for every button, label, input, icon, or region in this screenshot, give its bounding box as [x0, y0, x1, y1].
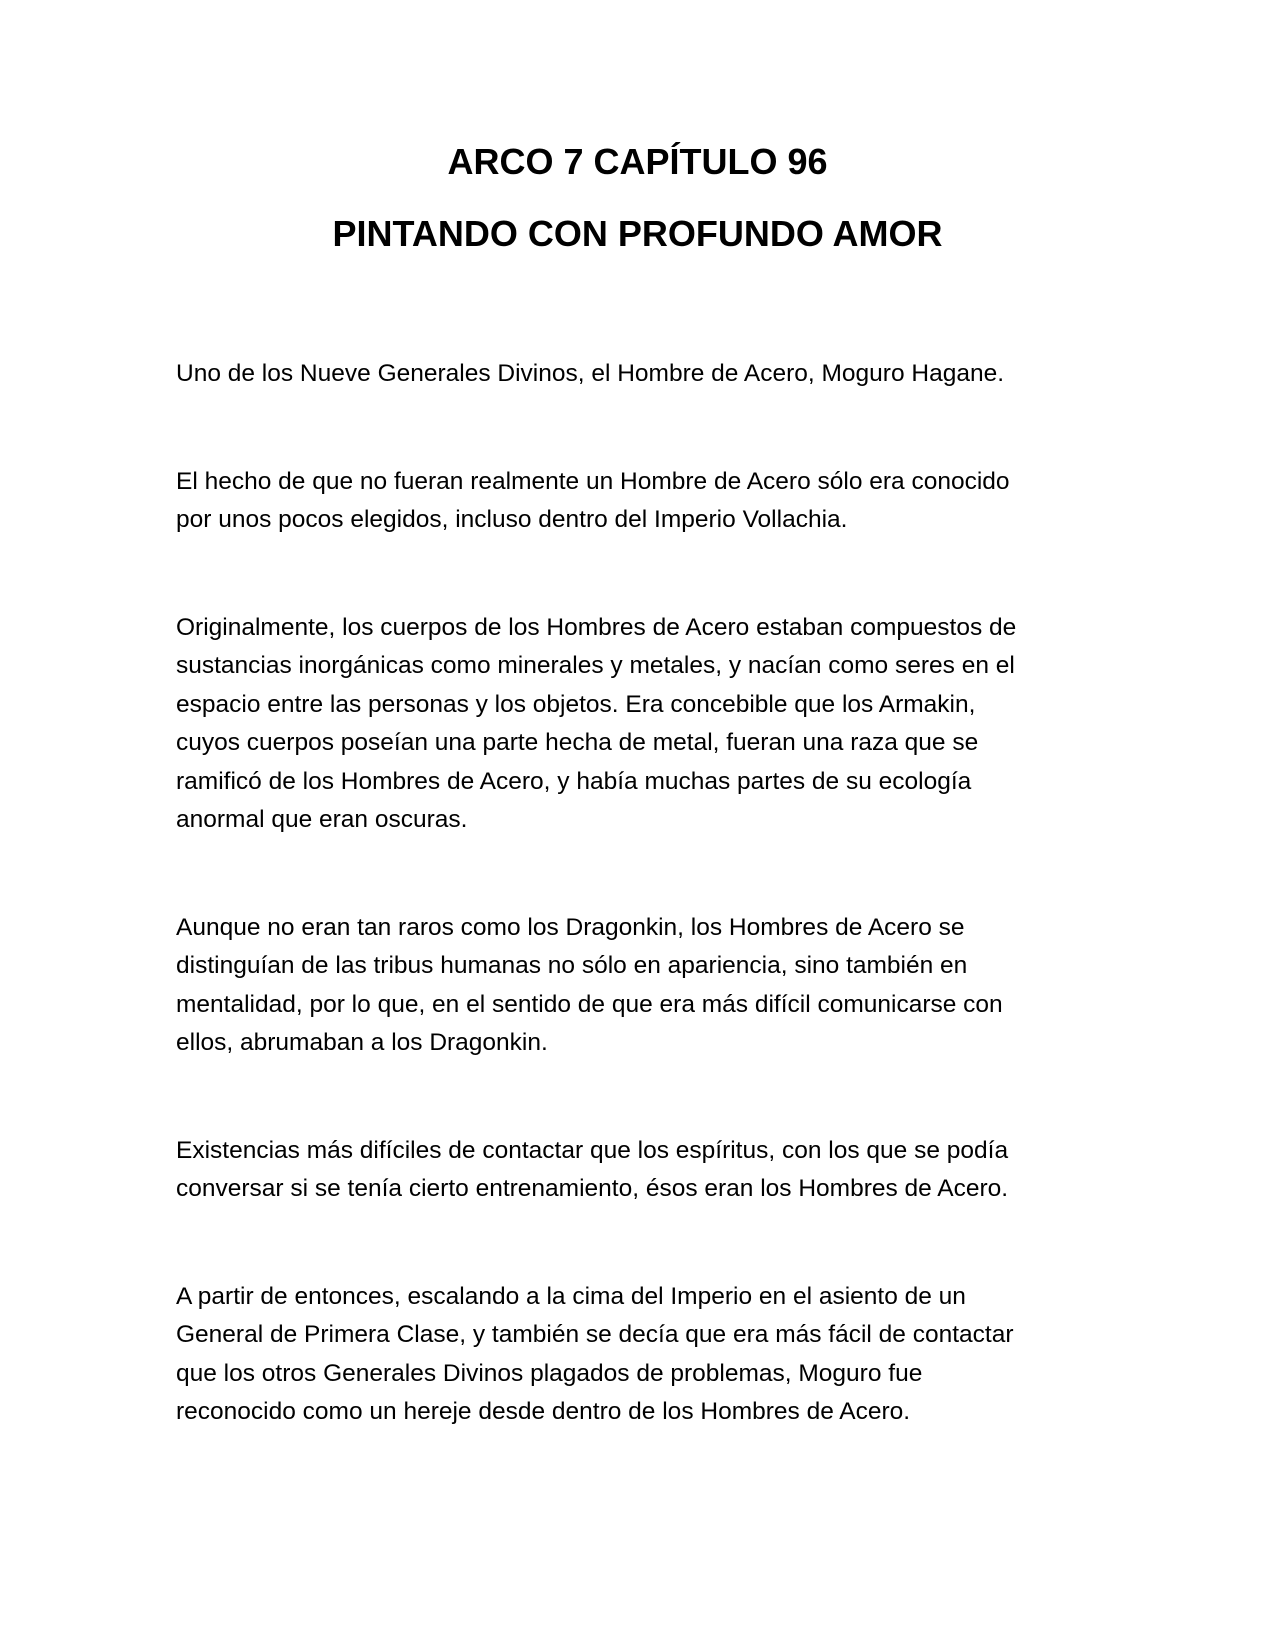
- chapter-title: [0, 140, 1275, 256]
- paragraph-6: [176, 1278, 1096, 1432]
- paragraph-line: que los otros Generales Divinos plagados de problemas, Moguro fue: [176, 1359, 923, 1387]
- chapter-name-heading: PINTANDO CON PROFUNDO AMOR: [332, 213, 943, 254]
- paragraph-line: conversar si se tenía cierto entrenamiento, ésos eran los Hombres de Acero.: [176, 1175, 1009, 1202]
- paragraph-line: anormal que eran oscuras.: [176, 806, 468, 833]
- paragraph-line: Uno de los Nueve Generales Divinos, el Hombre de Acero, Moguro Hagane.: [176, 360, 1004, 387]
- chapter-number-heading: ARCO 7 CAPÍTULO 96: [447, 141, 828, 182]
- paragraph-line: General de Primera Clase, y también se decía que era más fácil de contactar: [176, 1321, 1014, 1348]
- paragraph-line: Aunque no eran tan raros como los Dragonkin, los Hombres de Acero se: [176, 913, 965, 941]
- paragraph-line: espacio entre las personas y los objetos. Era concebible que los Armakin,: [176, 690, 976, 718]
- paragraph-3: [176, 609, 1096, 840]
- paragraph-line: Existencias más difíciles de contactar que los espíritus, con los que se podía: [176, 1136, 1009, 1164]
- document-body: [176, 355, 1096, 1432]
- paragraph-line: El hecho de que no fueran realmente un Hombre de Acero sólo era conocido: [176, 467, 1010, 495]
- paragraph-line: cuyos cuerpos poseían una parte hecha de metal, fueran una raza que se: [176, 729, 979, 756]
- paragraph-line: Originalmente, los cuerpos de los Hombres de Acero estaban compuestos de: [176, 613, 1017, 641]
- paragraph-line: por unos pocos elegidos, incluso dentro del Imperio Vollachia.: [176, 506, 848, 533]
- paragraph-line: distinguían de las tribus humanas no sólo en apariencia, sino también en: [176, 952, 968, 979]
- paragraph-line: sustancias inorgánicas como minerales y metales, y nacían como seres en el: [176, 652, 1015, 679]
- paragraph-2: [176, 463, 1096, 540]
- paragraph-line: A partir de entonces, escalando a la cima del Imperio en el asiento de un: [176, 1282, 966, 1310]
- paragraph-line: reconocido como un hereje desde dentro de los Hombres de Acero.: [176, 1398, 911, 1425]
- paragraph-4: [176, 909, 1096, 1063]
- paragraph-line: ramificó de los Hombres de Acero, y había muchas partes de su ecología: [176, 767, 972, 795]
- paragraph-line: ellos, abrumaban a los Dragonkin.: [176, 1029, 548, 1056]
- paragraph-1: [176, 355, 1096, 394]
- paragraph-line: mentalidad, por lo que, en el sentido de que era más difícil comunicarse con: [176, 990, 1003, 1018]
- paragraph-5: [176, 1132, 1096, 1209]
